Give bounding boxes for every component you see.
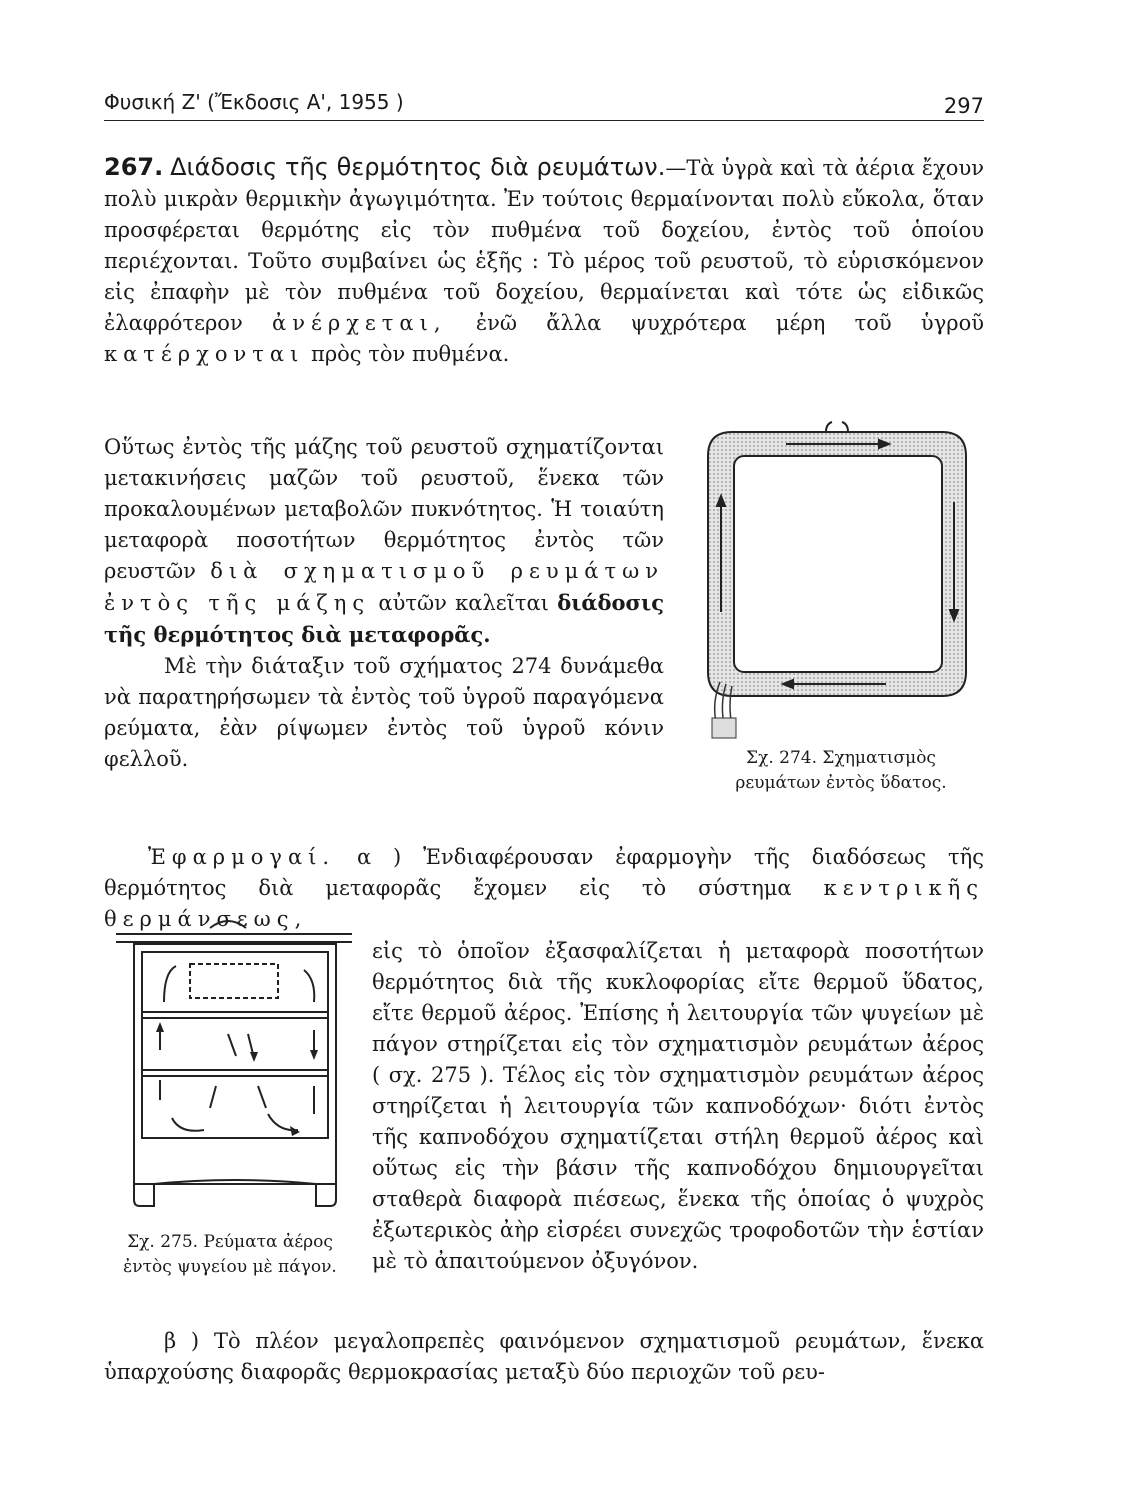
emphasis-anerchetai: ἀνέρχεται, xyxy=(272,311,447,335)
figure-274-caption: Σχ. 274. Σχηματισμὸς ρευμάτων ἐντὸς ὕδατος. xyxy=(735,748,947,793)
running-title: Φυσική Ζ' (Ἔκδοσις Α', 1955 ) xyxy=(104,90,404,114)
emphasis-kentrikis: κεντρικῆς θερμάνσεως, xyxy=(104,876,984,931)
paragraph-1b: ἐνῶ ἄλλα ψυχρότερα μέρη τοῦ ὑγροῦ xyxy=(475,311,984,335)
paragraph-1c: πρὸς τὸν πυθμένα. xyxy=(311,342,510,366)
page-header xyxy=(104,86,984,121)
figure-274-drawing xyxy=(676,412,976,742)
figure-275 xyxy=(108,910,358,1220)
marker-a: α ) xyxy=(356,845,402,869)
figure-275-drawing xyxy=(108,910,358,1220)
paragraph-2b: αὐτῶν καλεῖται xyxy=(378,591,549,615)
figure-275-caption: Σχ. 275. Ρεύματα ἀέρος ἐντὸς ψυγείου μὲ πάγον. xyxy=(123,1232,337,1277)
title-dash: — xyxy=(665,156,687,180)
emphasis-katerchontai: κατέρχονται xyxy=(104,342,305,366)
figure-274 xyxy=(676,412,976,742)
applications-a-text-2: εἰς τὸ ὁποῖον ἐξασφαλίζεται ἡ μεταφορὰ ποσοτήτων θερμότητος διὰ τῆς κυκλοφορίας εἴτε θερμοῦ ὕδατος, εἴτε θερμοῦ ἀέρος. Ἐπίσης ἡ λειτουργία τῶν ψυγείων μὲ πάγον στηρίζεται εἰς τὸν σχηματισμὸν ρευμάτων ἀέρος ( σχ. 275 ). Τέλος εἰς τὸν σχηματισμὸν ρευμάτων ἀέρος στηρίζεται ἡ λειτουργία τῶν καπνοδόχων· διότι ἐντὸς τῆς καπνοδόχου σχηματίζεται στήλη θερμοῦ ἀέρος καὶ οὕτως εἰς τὴν βάσιν τῆς καπνοδόχου δημιουργεῖται σταθερὰ διαφορὰ πιέσεως, ἕνεκα τῆς ὁποίας ὁ ψυχρὸς ἐξωτερικὸς ἀὴρ εἰσρέει συνεχῶς τροφοδοτῶν τὴν ἑστίαν μὲ τὸ ἀπαιτούμενον ὀξυγόνον. xyxy=(372,939,984,1273)
section-number: 267. xyxy=(104,153,164,181)
section-intro xyxy=(104,152,984,370)
definition-bold: διάδοσις τῆς θερμότητος διὰ μεταφορᾶς. xyxy=(104,590,664,647)
emphasis-dia-rheumaton: διὰ σχηματισμοῦ ρευμάτων ἐντὸς τῆς μάζης xyxy=(104,559,664,615)
applications-a-text-1: Ἐνδιαφέρουσαν ἐφαρμογὴν τῆς διαδόσεως τῆς θερμότητος διὰ μεταφορᾶς ἔχομεν εἰς τὸ σύστημα xyxy=(104,845,984,900)
section-column xyxy=(104,432,664,775)
paragraph-1a: Τὰ ὑγρὰ καὶ τὰ ἀέρια ἔχουν πολὺ μικρὰν θερμικὴν ἀγωγιμότητα. Ἐν τούτοις θερμαίνονται πολὺ εὔκολα, ὅταν προσφέρεται θερμότης εἰς τὸν πυθμένα τοῦ δοχείου, ἐντὸς τοῦ ὁποίου περιέχονται. Τοῦτο συμβαίνει ὡς ἑξῆς : Τὸ μέρος τοῦ ρευστοῦ, τὸ εὑρισκόμενον εἰς ἐπαφὴν μὲ τὸν πυθμένα τοῦ δοχείου, θερμαίνεται καὶ τότε ὡς εἰδικῶς ἐλαφρότερον xyxy=(104,156,984,335)
marker-b: β ) xyxy=(164,1329,200,1353)
applications-column xyxy=(372,936,984,1277)
section-title: Διάδοσις τῆς θερμότητος διὰ ρευμάτων. xyxy=(170,153,666,181)
paragraph-3: Μὲ τὴν διάταξιν τοῦ σχήματος 274 δυνάμεθα νὰ παρατηρήσωμεν τὰ ἐντὸς τοῦ ὑγροῦ παραγόμενα ρεύματα, ἐὰν ρίψωμεν ἐντὸς τοῦ ὑγροῦ κόνιν φελλοῦ. xyxy=(104,654,664,771)
paragraph-2a: Οὕτως ἐντὸς τῆς μάζης τοῦ ρευστοῦ σχηματίζονται μετακινήσεις μαζῶν τοῦ ρευστοῦ, ἕνεκα τῶν προκαλουμένων μεταβολῶν πυκνότητος. Ἡ τοιαύτη μεταφορὰ ποσοτήτων θερμότητος ἐντὸς τῶν ρευστῶν xyxy=(104,435,664,583)
page-number: 297 xyxy=(943,94,984,118)
applications-b-text: Τὸ πλέον μεγαλοπρεπὲς φαινόμενον σχηματισμοῦ ρευμάτων, ἕνεκα ὑπαρχούσης διαφορᾶς θερμοκρασίας μεταξὺ δύο περιοχῶν τοῦ ρευ- xyxy=(104,1329,984,1384)
applications-label: Ἐφαρμογαί. xyxy=(148,845,336,869)
paragraph-b xyxy=(104,1326,984,1388)
